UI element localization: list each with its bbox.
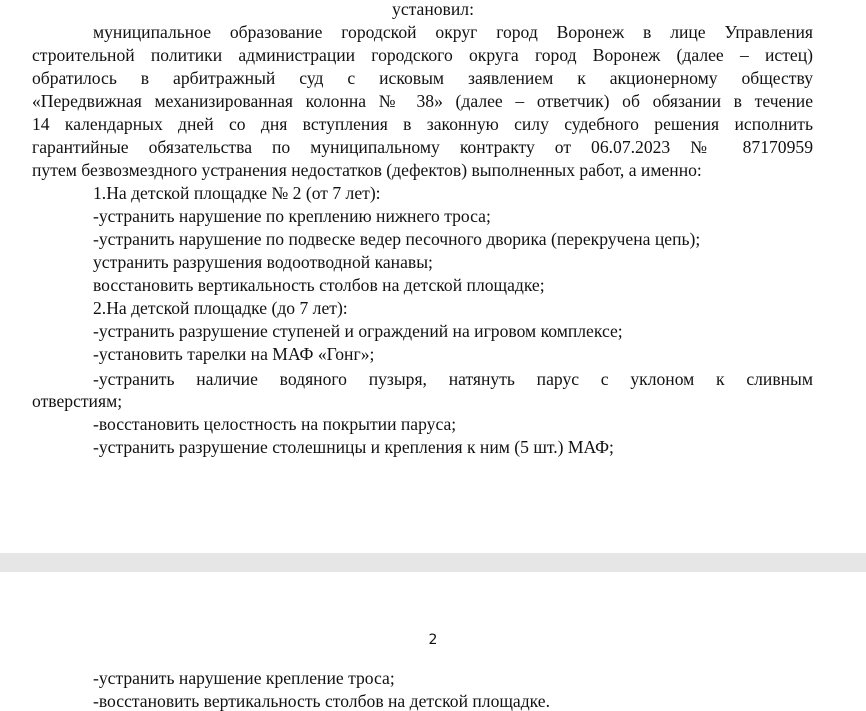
- ruling-heading: установил:: [392, 0, 474, 19]
- list-item: -установить тарелки на МАФ «Гонг»;: [93, 344, 375, 364]
- list-item: -устранить разрушение столешницы и крепления к ним (5 шт.) МАФ;: [93, 437, 614, 457]
- list-item-continuation: отверстиям;: [32, 391, 123, 411]
- list-item: -восстановить целостность на покрытии паруса;: [93, 414, 457, 434]
- paragraph-line: обратилось в арбитражный суд с исковым заявлением к акционерному обществу: [32, 68, 813, 88]
- list-item: восстановить вертикальность столбов на детской площадке;: [93, 275, 545, 295]
- document-page-2: [0, 572, 866, 711]
- list-item: устранить разрушения водоотводной канавы;: [93, 252, 433, 272]
- paragraph-line: путем безвозмездного устранения недостатков (дефектов) выполненных работ, а именно:: [32, 160, 702, 180]
- paragraph-line: муниципальное образование городской округ город Воронеж в лице Управления: [93, 22, 813, 42]
- list-item: -устранить нарушение по креплению нижнего троса;: [93, 206, 491, 226]
- section-title: 1.На детской площадке № 2 (от 7 лет):: [93, 183, 381, 203]
- list-item: -восстановить вертикальность столбов на детской площадке.: [93, 691, 550, 711]
- paragraph-line: «Передвижная механизированная колонна № 38» (далее – ответчик) об обязании в течение: [32, 91, 813, 111]
- section-title: 2.На детской площадке (до 7 лет):: [93, 298, 348, 318]
- page-number: 2: [428, 632, 438, 648]
- list-item: -устранить наличие водяного пузыря, натянуть парус с уклоном к сливным: [93, 369, 813, 389]
- page-separator: [0, 553, 866, 572]
- paragraph-line: 14 календарных дней со дня вступления в законную силу судебного решения исполнить: [32, 114, 813, 134]
- list-item: -устранить нарушение по подвеске ведер песочного дворика (перекручена цепь);: [93, 229, 701, 249]
- list-item: -устранить нарушение крепление троса;: [93, 668, 395, 688]
- list-item: -устранить разрушение ступеней и ограждений на игровом комплексе;: [93, 321, 623, 341]
- paragraph-line: строительной политики администрации городского округа город Воронеж (далее – истец): [32, 45, 813, 65]
- paragraph-line: гарантийные обязательства по муниципальному контракту от 06.07.2023 № 87170959: [32, 137, 813, 157]
